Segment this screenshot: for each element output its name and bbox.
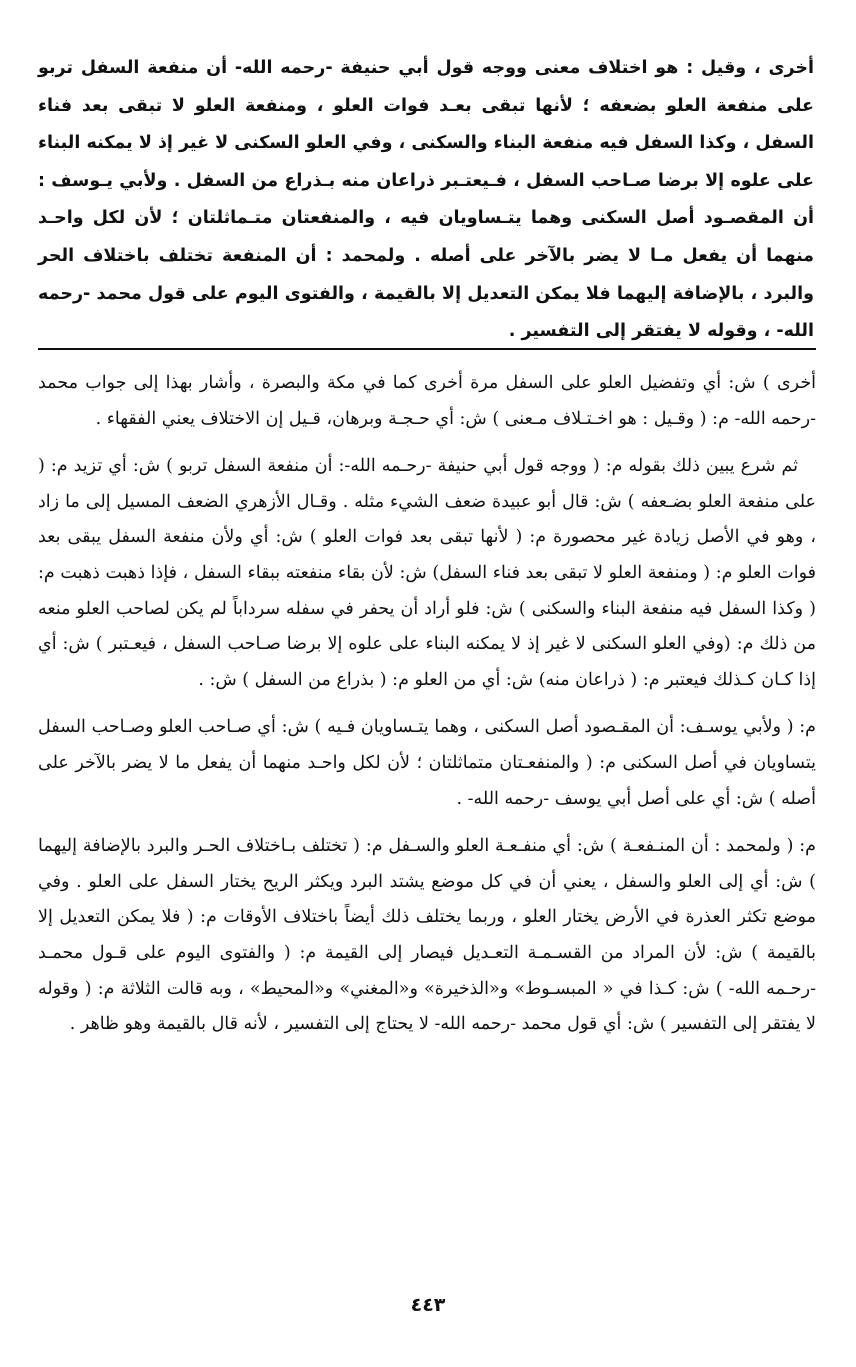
commentary-block — [38, 366, 816, 1055]
commentary-paragraph: أخرى ) ش: أي وتفضيل العلو على السفل مرة أخرى كما في مكة والبصرة ، وأشار بهذا إلى جواب محمد -رحمه الله- م: ( وقـيل : هو اخـتـلاف مـعنى ) ش: أي حـجـة وبرهان، قـيل إن الاختلاف يعني الفقهاء . — [38, 373, 816, 429]
commentary-paragraph: م: ( ولأبي يوسـف: أن المقـصود أصل السكنى ، وهما يتـساويان فـيه ) ش: أي صـاحب العلو وصـاحب السفل يتساويان في أصل السكنى م: ( والمنفعـتان متماثلتان ؛ لأن لكل واحـد منهما أن يفعل ما لا يضر بالآخر على أصله ) ش: أي على أصل أبي يوسف -رحمه الله- . — [38, 717, 816, 809]
commentary-paragraph: م: ( ولمحمد : أن المنـفعـة ) ش: أي منفـعـة العلو والسـفل م: ( تختلف بـاختلاف الحـر والبرد بالإضافة إليهما ) ش: أي إلى العلو والسفل ، يعني أن في كل موضع يشتد البرد ويكثر الريح يختار السفل على العلو . وفي موضع تكثر العذرة في الأرض يختار العلو ، وربما يختلف ذلك أيضاً باختلاف الأوقات م: ( فلا يمكن التعديل إلا بالقيمة ) ش: لأن المراد من القسـمـة التعـديل فيصار إلى القيمة م: ( والفتوى اليوم على قـول محمـد -رحـمه الله- ) ش: كـذا في « المبسـوط» و«الذخيرة» و«المغني» و«المحيط» ، وبه قالت الثلاثة م: ( وقوله لا يفتقر إلى التفسير ) ش: أي قول محمد -رحمه الله- لا يحتاج إلى التفسير ، لأنه قال بالقيمة وهو ظاهر . — [38, 836, 816, 1035]
page-number: ٤٤٣ — [410, 1294, 446, 1316]
commentary-paragraph: ثم شرع يبين ذلك بقوله م: ( ووجه قول أبي حنيفة -رحـمه الله-: أن منفعة السفل تربو ) ش: أي تزيد م: ( على منفعة العلو بضـعفه ) ش: قال أبو عبيدة ضعف الشيء مثله . وقـال الأزهري الضعف المسيل إلى ما زاد ، وهو في الأصل زيادة غير محصورة م: ( لأنها تبقى بعد فوات العلو ) ش: أي ولأن منفعة السفل يبقى بعد فوات العلو م: ( ومنفعة العلو لا تبقى بعد فناء السفل) ش: لأن بقاء منفعته ببقاء السفل ، فإذا ذهبت ذهبت م: ( وكذا السفل فيه منفعة البناء والسكنى ) ش: فلو أراد أن يحفر في سفله سرداباً لم يكن لصاحب العلو منعه من ذلك م: (وفي العلو السكنى لا غير إذ لا يمكنه البناء على علوه إلا برضا صـاحب السفل ، فيعـتبر ) ش: أي إذا كـان كـذلك فيعتبر م: ( ذراعان منه) ش: أي من العلو م: ( بذراع من السفل ) ش: . — [38, 456, 816, 690]
separator-rule — [38, 348, 816, 350]
main-text-block: أخرى ، وقيل : هو اختلاف معنى ووجه قول أبي حنيفة -رحمه الله- أن منفعة السفل تربو على منفعة العلو بضعفه ؛ لأنها تبقى بعـد فوات العلو ، ومنفعة العلو لا تبقى بعد فناء السفل ، وكذا السفل فيه منفعة البناء والسكنى ، وفي العلو السكنى لا غير إذ لا يمكنه البناء على علوه إلا برضا صـاحب السفل ، فـيعتـبر ذراعان منه بـذراع من السفل . ولأبي يـوسف : أن المقصـود أصل السكنى وهما يتـساويان فيه ، والمنفعتان متـماثلتان ؛ لأن لكل واحـد منهما أن يفعل مـا لا يضر بالآخر على أصله . ولمحمد : أن المنفعة تختلف باختلاف الحر والبرد ، بالإضافة إليهما فلا يمكن التعديل إلا بالقيمة ، والفتوى اليوم على قول محمد -رحمه الله- ، وقوله لا يفتقر إلى التفسير . — [38, 58, 814, 342]
